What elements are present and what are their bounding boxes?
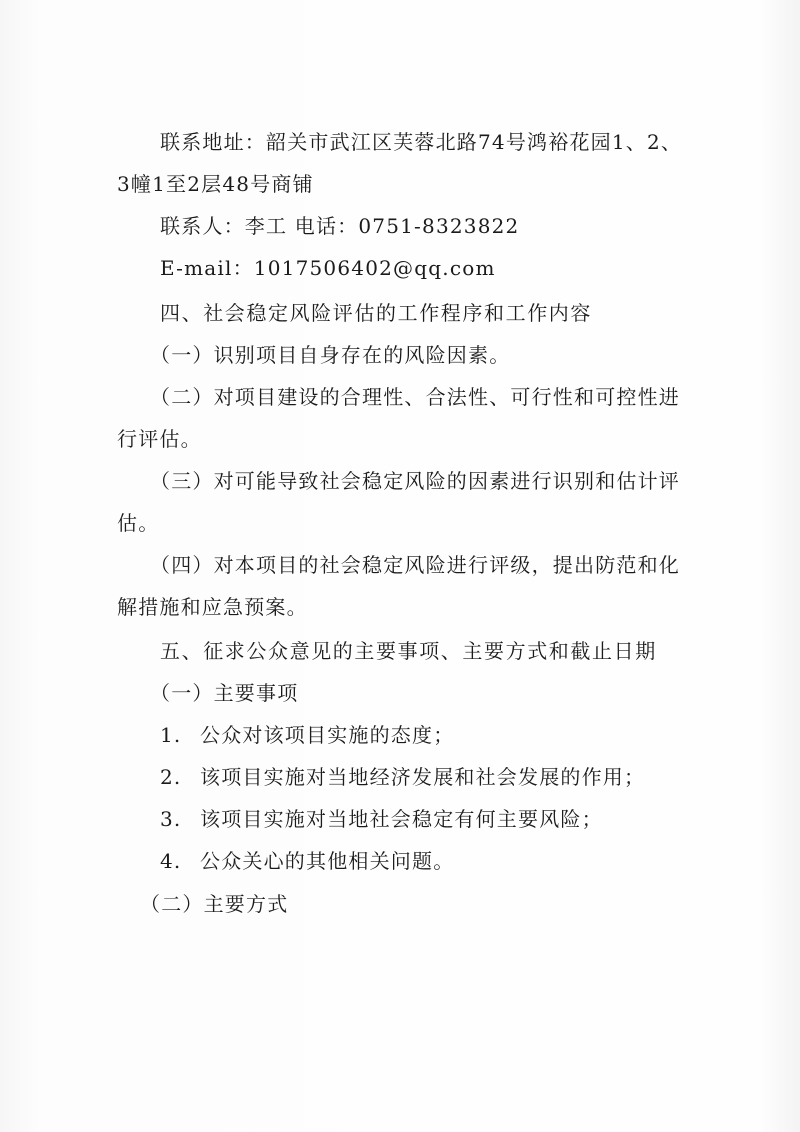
- section5-list-item1: [160, 722, 454, 748]
- section4-item2-line1: （二）对项目建设的合理性、合法性、可行性和可控性进: [150, 385, 680, 409]
- contact-address-line1: 联系地址：韶关市武江区芙蓉北路74号鸿裕花园1、2、: [160, 130, 683, 154]
- contact-person: 联系人：李工 电话：0751-8323822: [160, 214, 520, 238]
- section4-item4-line2: 解措施和应急预案。: [117, 595, 308, 619]
- section5-sub1: （一）主要事项: [150, 681, 299, 705]
- section4-item3-line1: （三）对可能导致社会稳定风险的因素进行识别和估计评: [150, 469, 680, 493]
- list-text: 该项目实施对当地经济发展和社会发展的作用；: [200, 765, 646, 789]
- contact-email: E-mail：1017506402@qq.com: [160, 256, 496, 280]
- section4-item3-line2: 估。: [117, 511, 160, 535]
- section5-list-item2: [160, 764, 645, 790]
- section4-item4-line1: （四）对本项目的社会稳定风险进行评级，提出防范和化: [150, 553, 680, 577]
- list-number: 2.: [160, 765, 182, 789]
- list-number: 1.: [160, 723, 182, 747]
- list-text: 公众关心的其他相关问题。: [200, 849, 455, 873]
- section5-sub2: （二）主要方式: [140, 892, 289, 916]
- list-text: 公众对该项目实施的态度；: [200, 723, 455, 747]
- list-text: 该项目实施对当地社会稳定有何主要风险；: [200, 807, 603, 831]
- section4-item1: （一）识别项目自身存在的风险因素。: [150, 343, 511, 367]
- contact-address-line2: 3幢1至2层48号商铺: [117, 172, 314, 196]
- list-number: 4.: [160, 849, 182, 873]
- list-number: 3.: [160, 807, 182, 831]
- section4-heading: 四、社会稳定风险评估的工作程序和工作内容: [160, 301, 592, 325]
- section5-list-item4: [160, 848, 454, 874]
- section5-list-item3: [160, 806, 603, 832]
- section4-item2-line2: 行评估。: [117, 427, 202, 451]
- section5-heading: 五、征求公众意见的主要事项、主要方式和截止日期: [160, 639, 657, 663]
